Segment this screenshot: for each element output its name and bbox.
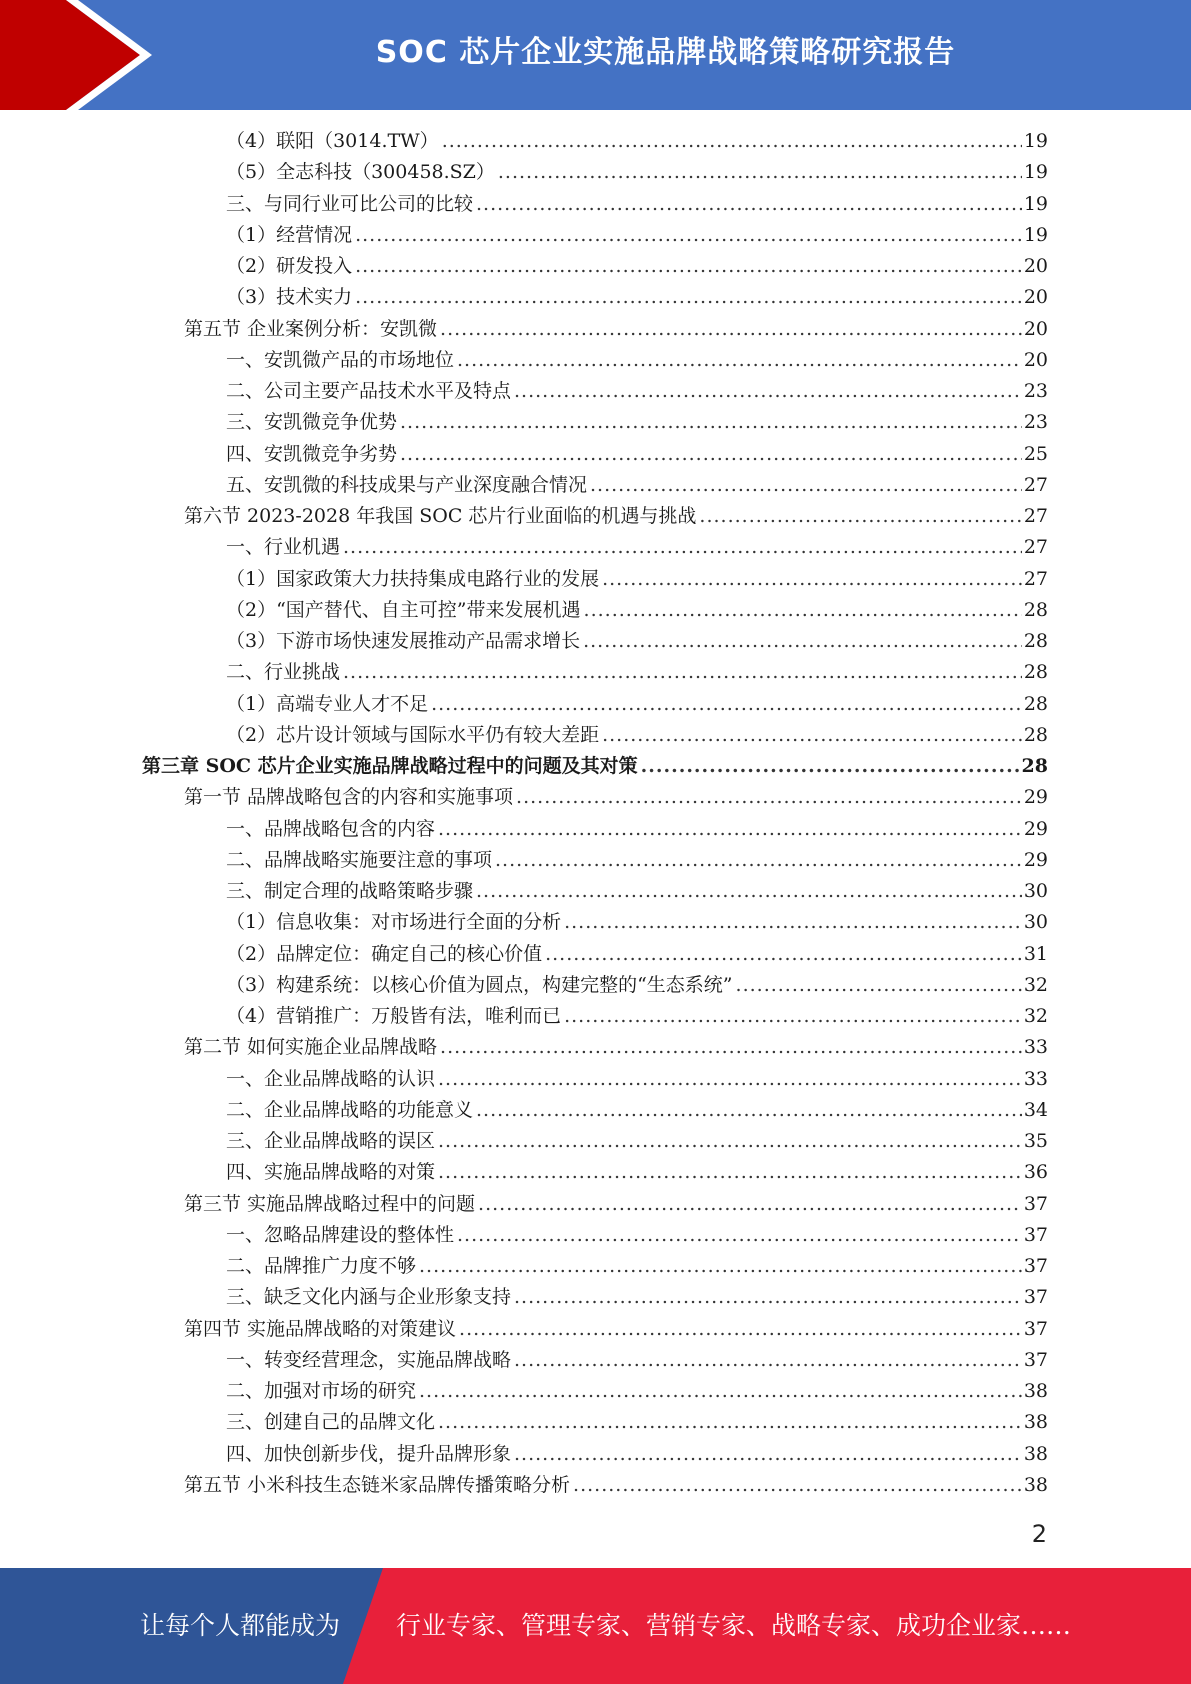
toc-entry[interactable] — [226, 470, 1048, 501]
toc-leader-dots — [545, 939, 1022, 970]
toc-leader-dots — [438, 1157, 1022, 1188]
toc-leader-dots — [438, 814, 1022, 845]
toc-entry-label: 三、制定合理的战略策略步骤 — [226, 880, 474, 902]
toc-entry-label: 第三节 实施品牌战略过程中的问题 — [184, 1192, 476, 1215]
toc-entry[interactable] — [226, 1407, 1048, 1438]
toc-leader-dots — [498, 157, 1022, 188]
toc-entry-page: 23 — [1023, 380, 1048, 402]
toc-entry[interactable] — [226, 1376, 1048, 1407]
toc-entry-page: 32 — [1023, 1005, 1048, 1027]
toc-entry-page: 31 — [1023, 942, 1048, 965]
toc-entry[interactable] — [184, 1470, 1048, 1501]
toc-leader-dots — [343, 657, 1022, 688]
toc-entry-label: 四、加快创新步伐，提升品牌形象 — [226, 1442, 512, 1465]
toc-entry-label: 一、企业品牌战略的认识 — [226, 1067, 436, 1090]
toc-entry-page: 37 — [1023, 1255, 1048, 1277]
toc-leader-dots — [584, 595, 1022, 626]
toc-entry[interactable] — [226, 126, 1048, 157]
toc-entry-page: 20 — [1023, 317, 1048, 340]
toc-entry-label: 第一节 品牌战略包含的内容和实施事项 — [184, 786, 514, 809]
toc-entry-label: 一、行业机遇 — [226, 536, 341, 559]
toc-entry-label: 五、安凯微的科技成果与产业深度融合情况 — [226, 473, 588, 496]
toc-entry-label: 三、安凯微竞争优势 — [226, 411, 398, 434]
toc-leader-dots — [564, 1001, 1022, 1032]
toc-entry[interactable] — [226, 1064, 1048, 1095]
toc-entry-page: 37 — [1023, 1223, 1048, 1246]
toc-entry[interactable] — [226, 657, 1048, 688]
toc-entry-label: （4）联阳（3014.TW） — [226, 130, 439, 152]
toc-entry-page: 19 — [1023, 130, 1048, 152]
toc-entry[interactable] — [226, 157, 1048, 188]
toc-entry[interactable] — [226, 907, 1048, 938]
toc-entry-page: 30 — [1023, 880, 1048, 902]
toc-entry[interactable] — [226, 1220, 1048, 1251]
toc-entry-label: 二、加强对市场的研究 — [226, 1380, 417, 1402]
toc-entry[interactable] — [226, 1282, 1048, 1313]
toc-leader-dots — [514, 376, 1022, 407]
page-footer — [0, 1568, 1191, 1684]
toc-entry[interactable] — [226, 939, 1048, 970]
toc-entry[interactable] — [226, 626, 1048, 657]
toc-entry[interactable] — [226, 1345, 1048, 1376]
toc-entry-label: 第五节 企业案例分析：安凯微 — [184, 317, 438, 340]
toc-entry-label: 二、行业挑战 — [226, 661, 341, 684]
toc-entry-page: 38 — [1023, 1411, 1048, 1434]
toc-entry[interactable] — [226, 251, 1048, 282]
toc-leader-dots — [495, 845, 1022, 876]
toc-entry-label: 第五节 小米科技生态链米家品牌传播策略分析 — [184, 1473, 571, 1496]
toc-entry[interactable] — [226, 407, 1048, 438]
toc-entry-page: 28 — [1023, 723, 1048, 746]
toc-entry-page: 29 — [1023, 817, 1048, 840]
toc-entry[interactable] — [184, 1314, 1048, 1345]
toc-entry[interactable] — [184, 501, 1048, 532]
toc-entry-page: 28 — [1023, 598, 1048, 621]
toc-entry-page: 25 — [1023, 442, 1048, 465]
toc-entry[interactable] — [226, 1126, 1048, 1157]
document-title: SOC 芯片企业实施品牌战略策略研究报告 — [375, 35, 956, 70]
toc-entry[interactable] — [184, 1189, 1048, 1220]
toc-entry-page: 37 — [1023, 1348, 1048, 1371]
toc-entry[interactable] — [226, 282, 1048, 313]
toc-entry-label: （1）高端专业人才不足 — [226, 692, 429, 715]
toc-leader-dots — [355, 220, 1022, 251]
toc-entry-label: 三、缺乏文化内涵与企业形象支持 — [226, 1286, 512, 1309]
toc-entry-label: 二、企业品牌战略的功能意义 — [226, 1098, 474, 1121]
toc-entry[interactable] — [226, 1439, 1048, 1470]
toc-entry-page: 27 — [1023, 473, 1048, 496]
toc-leader-dots — [564, 907, 1022, 938]
toc-leader-dots — [602, 564, 1022, 595]
page-header — [0, 0, 1191, 110]
toc-entry[interactable] — [226, 376, 1048, 407]
toc-entry-page: 30 — [1023, 911, 1048, 934]
toc-entry[interactable] — [226, 564, 1048, 595]
toc-entry-page: 33 — [1023, 1036, 1048, 1059]
toc-leader-dots — [602, 720, 1022, 751]
toc-leader-dots — [514, 1345, 1022, 1376]
toc-entry-page: 27 — [1023, 536, 1048, 559]
toc-leader-dots — [438, 1126, 1022, 1157]
toc-entry-label: 三、与同行业可比公司的比较 — [226, 192, 474, 215]
toc-entry[interactable] — [226, 720, 1048, 751]
toc-entry[interactable] — [226, 189, 1048, 220]
toc-leader-dots — [641, 751, 1020, 782]
toc-entry-label: （5）全志科技（300458.SZ） — [226, 161, 495, 184]
toc-leader-dots — [355, 282, 1022, 313]
toc-entry[interactable] — [226, 1251, 1048, 1282]
toc-entry-page: 36 — [1023, 1161, 1048, 1184]
toc-leader-dots — [583, 626, 1022, 657]
toc-leader-dots — [400, 439, 1022, 470]
toc-entry-page: 37 — [1023, 1317, 1048, 1340]
toc-entry[interactable] — [226, 1001, 1048, 1032]
toc-leader-dots — [459, 1314, 1022, 1345]
toc-leader-dots — [514, 1282, 1022, 1313]
toc-entry-page: 32 — [1023, 973, 1048, 996]
toc-leader-dots — [355, 251, 1022, 282]
toc-entry-label: 四、实施品牌战略的对策 — [226, 1161, 436, 1184]
toc-entry[interactable] — [226, 1095, 1048, 1126]
toc-entry-label: 一、忽略品牌建设的整体性 — [226, 1223, 455, 1246]
toc-entry[interactable] — [226, 1157, 1048, 1188]
toc-leader-dots — [573, 1470, 1022, 1501]
toc-entry-page: 29 — [1023, 848, 1048, 871]
toc-leader-dots — [457, 1220, 1022, 1251]
toc-entry-label: （1）国家政策大力扶持集成电路行业的发展 — [226, 567, 600, 590]
toc-leader-dots — [400, 407, 1022, 438]
toc-entry-page: 28 — [1021, 755, 1048, 777]
toc-entry-label: 四、安凯微竞争劣势 — [226, 442, 398, 465]
toc-entry-label: （1）经营情况 — [226, 223, 353, 246]
toc-entry[interactable] — [142, 751, 1048, 782]
toc-entry-page: 20 — [1023, 286, 1048, 309]
toc-entry-page: 19 — [1023, 161, 1048, 184]
toc-entry-label: （2）芯片设计领域与国际水平仍有较大差距 — [226, 723, 600, 746]
toc-entry-page: 33 — [1023, 1067, 1048, 1090]
toc-leader-dots — [419, 1251, 1022, 1282]
chevron-arrow-icon — [0, 0, 160, 110]
toc-entry-page: 28 — [1023, 630, 1048, 652]
toc-entry-page: 37 — [1023, 1286, 1048, 1309]
toc-entry-page: 20 — [1023, 255, 1048, 277]
toc-entry-label: （2）研发投入 — [226, 255, 353, 277]
toc-leader-dots — [514, 1439, 1022, 1470]
toc-leader-dots — [516, 782, 1022, 813]
toc-entry-label: （3）构建系统：以核心价值为圆点，构建完整的“生态系统” — [226, 973, 733, 996]
toc-leader-dots — [438, 1064, 1022, 1095]
toc-leader-dots — [476, 1095, 1022, 1126]
toc-entry-page: 28 — [1023, 661, 1048, 684]
toc-leader-dots — [457, 345, 1022, 376]
toc-entry-page: 38 — [1023, 1442, 1048, 1465]
toc-entry[interactable] — [226, 439, 1048, 470]
toc-entry-label: 第四节 实施品牌战略的对策建议 — [184, 1317, 457, 1340]
toc-leader-dots — [440, 1032, 1022, 1063]
toc-entry[interactable] — [184, 782, 1048, 813]
toc-entry-label: （4）营销推广：万般皆有法，唯利而已 — [226, 1005, 562, 1027]
toc-entry-label: 第二节 如何实施企业品牌战略 — [184, 1036, 438, 1059]
toc-entry[interactable] — [226, 845, 1048, 876]
toc-entry[interactable] — [184, 1032, 1048, 1063]
toc-entry-label: （2）品牌定位：确定自己的核心价值 — [226, 942, 543, 965]
toc-entry[interactable] — [184, 314, 1048, 345]
toc-entry-label: （2）“国产替代、自主可控”带来发展机遇 — [226, 598, 581, 621]
toc-leader-dots — [590, 470, 1022, 501]
toc-entry-label: 三、创建自己的品牌文化 — [226, 1411, 436, 1434]
page-number: 2 — [1031, 1520, 1047, 1548]
toc-entry-label: 第六节 2023-2028 年我国 SOC 芯片行业面临的机遇与挑战 — [184, 505, 697, 527]
toc-entry[interactable] — [226, 814, 1048, 845]
toc-entry[interactable] — [226, 970, 1048, 1001]
toc-entry-label: （3）技术实力 — [226, 286, 353, 309]
toc-entry-label: 一、安凯微产品的市场地位 — [226, 348, 455, 371]
toc-entry-page: 23 — [1023, 411, 1048, 434]
toc-entry-label: 一、转变经营理念，实施品牌战略 — [226, 1348, 512, 1371]
toc-leader-dots — [431, 689, 1022, 720]
toc-entry-page: 19 — [1023, 192, 1048, 215]
toc-entry-label: 一、品牌战略包含的内容 — [226, 817, 436, 840]
toc-entry-label: 二、公司主要产品技术水平及特点 — [226, 380, 512, 402]
toc-entry-page: 19 — [1023, 223, 1048, 246]
toc-entry[interactable] — [226, 532, 1048, 563]
toc-leader-dots — [476, 876, 1022, 907]
toc-entry-page: 34 — [1023, 1098, 1048, 1121]
toc-entry-page: 38 — [1023, 1380, 1048, 1402]
toc-entry-page: 27 — [1023, 567, 1048, 590]
toc-entry-label: 第三章 SOC 芯片企业实施品牌战略过程中的问题及其对策 — [142, 755, 638, 777]
toc-leader-dots — [419, 1376, 1022, 1407]
toc-entry-page: 38 — [1023, 1473, 1048, 1496]
toc-leader-dots — [476, 189, 1022, 220]
toc-entry-page: 28 — [1023, 692, 1048, 715]
toc-entry-label: （1）信息收集：对市场进行全面的分析 — [226, 911, 562, 934]
toc-entry[interactable] — [226, 876, 1048, 907]
toc-entry-page: 20 — [1023, 348, 1048, 371]
toc-entry-label: 三、企业品牌战略的误区 — [226, 1130, 436, 1152]
toc-leader-dots — [438, 1407, 1022, 1438]
toc-leader-dots — [736, 970, 1022, 1001]
toc-leader-dots — [478, 1189, 1022, 1220]
toc-entry-label: 二、品牌推广力度不够 — [226, 1255, 417, 1277]
toc-entry-label: 二、品牌战略实施要注意的事项 — [226, 848, 493, 871]
toc-entry-page: 29 — [1023, 786, 1048, 809]
toc-leader-dots — [440, 314, 1022, 345]
toc-entry[interactable] — [226, 595, 1048, 626]
toc-leader-dots — [442, 126, 1022, 157]
toc-entry-page: 35 — [1023, 1130, 1048, 1152]
toc-entry-page: 37 — [1023, 1192, 1048, 1215]
toc-leader-dots — [699, 501, 1021, 532]
toc-leader-dots — [343, 532, 1022, 563]
toc-entry-page: 27 — [1023, 505, 1048, 527]
toc-entry-label: （3）下游市场快速发展推动产品需求增长 — [226, 630, 581, 652]
toc-entry[interactable] — [226, 220, 1048, 251]
toc-entry[interactable] — [226, 689, 1048, 720]
toc-entry[interactable] — [226, 345, 1048, 376]
footer-slogan-left: 让每个人都能成为 — [140, 1611, 341, 1640]
footer-slogan-right: 行业专家、管理专家、营销专家、战略专家、成功企业家…… — [396, 1611, 1072, 1640]
